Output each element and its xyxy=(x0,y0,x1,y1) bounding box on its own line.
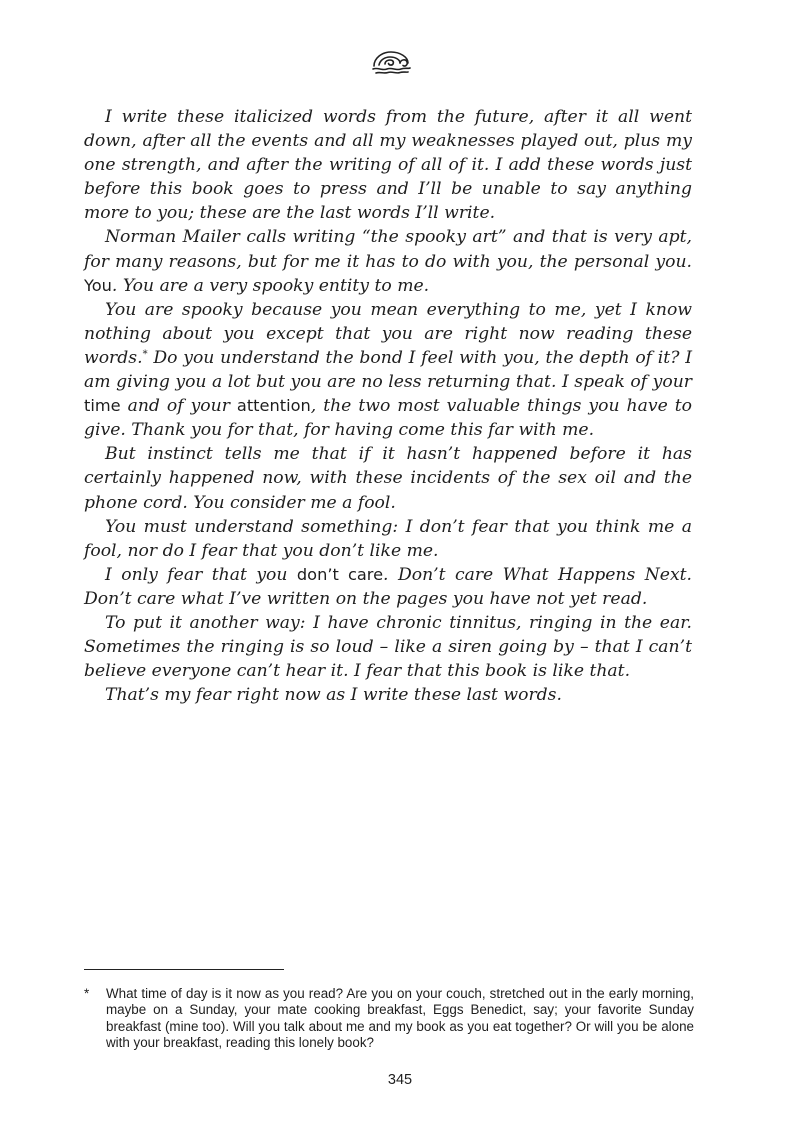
footnote-text: What time of day is it now as you read? Are you on your couch, stretched out in the early morning, maybe on a Sunday, your mate cooking breakfast, Eggs Benedict, say; your favorite Sunday breakfast (mine too). Will you talk about me and my book as you eat together? Or will you be alone with your breakfast, reading this lonely book? xyxy=(106,986,694,1051)
paragraph-6: I only fear that you don’t care. Don’t care What Happens Next. Don’t care what I’ve written on the pages you have not yet read. xyxy=(84,564,693,609)
footnote-reference[interactable]: * xyxy=(142,348,148,360)
wave-swirl-icon xyxy=(370,46,412,76)
paragraph-3: You are spooky because you mean everything to me, yet I know nothing about you except that you are right now reading these words.* Do you understand the bond I feel with you, the depth of it? I am giving you a lot but you are no less returning that. I speak of your time and of your attention, the two most valuable things you have to give. Thank you for that, for having come this far with me. xyxy=(84,299,692,441)
emphasis-attention: attention xyxy=(236,396,311,416)
emphasis-you: You xyxy=(84,275,112,295)
body-text xyxy=(84,105,692,707)
paragraph-5: You must understand something: I don’t fear that you think me a fool, nor do I fear that you don’t like me. xyxy=(84,516,692,561)
emphasis-dont-care: don’t care xyxy=(296,564,384,584)
paragraph-2: Norman Mailer calls writing “the spooky art” and that is very apt, for many reasons, but for me it has to do with you, the personal you. You. You are a very spooky entity to me. xyxy=(84,227,692,296)
paragraph-7: To put it another way: I have chronic tinnitus, ringing in the ear. Sometimes the ringing is so loud – like a siren going by – that I can’t believe everyone can’t hear it. I fear that this book is like that. xyxy=(84,612,692,682)
footnote-divider xyxy=(84,969,284,970)
footnote-mark: * xyxy=(84,986,90,1001)
paragraph-4: But instinct tells me that if it hasn’t happened before it has certainly happened now, with these incidents of the sex oil and the phone cord. You consider me a fool. xyxy=(84,444,692,513)
paragraph-8: That’s my fear right now as I write these last words. xyxy=(105,685,562,706)
footnote xyxy=(84,986,694,1052)
page-number: 345 xyxy=(387,1072,413,1088)
paragraph-1: I write these italicized words from the future, after it all went down, after all the events and all my weaknesses played out, plus my one strength, and after the writing of all of it. I add these words just before this book goes to press and I’ll be unable to say anything more to you; these are the last words I’ll write. xyxy=(84,107,692,224)
emphasis-time: time xyxy=(84,396,121,416)
